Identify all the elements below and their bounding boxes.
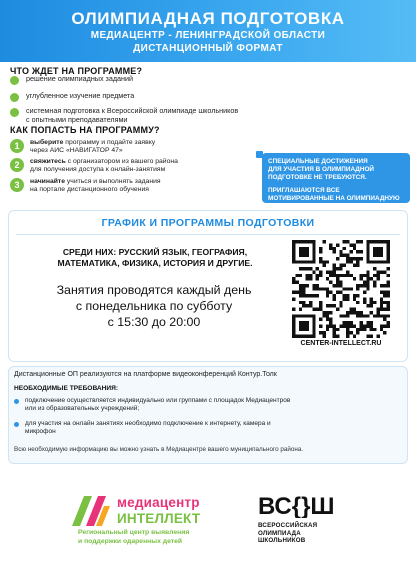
mediacenter-logo-icon [68,490,114,530]
page-title: ОЛИМПИАДНАЯ ПОДГОТОВКА [71,9,345,28]
brand-tagline-2: и поддержки одаренных детей [78,538,183,545]
what-item-2: углубленное изучение предмета [26,91,135,100]
bullet-icon [10,76,19,85]
info-text-2: ПРИГЛАШАЮТСЯ ВСЕ МОТИВИРОВАННЫЕ НА ОЛИМПИАДНУЮ ПОДГОТОВКУ ШКОЛЬНИКИ [268,187,400,210]
what-item-4: с опытными преподавателями [26,115,128,124]
step-3: 3 начинайте учиться и выполнять задания на портале дистанционного обучения [10,178,220,195]
what-heading: ЧТО ЖДЕТ НА ПРОГРАММЕ? [10,66,143,76]
platform-text: Дистанционные ОП реализуются на платформе видеоконференций Контур.Толк [14,371,277,378]
vsosh-logo-text: ВС{}Ш [258,493,335,518]
step-number: 1 [10,139,24,153]
bullet-icon [14,422,19,427]
bullet-icon [14,399,19,404]
brand-tagline-1: Региональный центр выявления [78,529,190,536]
brand-name-line-1: медиацентр [117,495,200,510]
step-verb: начинайте [30,178,66,185]
step-verb: выберите [30,139,64,146]
subjects-text: СРЕДИ НИХ: РУССКИЙ ЯЗЫК, ГЕОГРАФИЯ, МАТЕМАТИКА, ФИЗИКА, ИСТОРИЯ И ДРУГИЕ. [57,247,253,268]
step-number: 3 [10,178,24,192]
list-item: для участия на онлайн занятиях необходимо подключение к интернету, камера и микрофон [14,420,395,436]
list-item: подключение осуществляется индивидуально или группами с площадок Медиацентров или из образовательных учреждений; [14,397,395,413]
what-item-1: решение олимпиадных заданий [26,74,134,83]
header-banner [0,0,416,62]
header-subtitle-2: ДИСТАНЦИОННЫЙ ФОРМАТ [133,43,283,54]
schedule-title: ГРАФИК И ПРОГРАММЫ ПОДГОТОВКИ [101,217,315,229]
bullet-icon [10,108,19,117]
vsosh-logo-icon [256,492,368,518]
vsosh-caption: ВСЕРОССИЙСКАЯ ОЛИМПИАДА ШКОЛЬНИКОВ [258,522,318,544]
brand-name-line-2: ИНТЕЛЛЕКТ [117,511,201,526]
list-item [10,91,134,102]
bullet-icon [10,93,19,102]
qr-url-label[interactable]: CENTER-INTELLECT.RU [300,340,382,347]
schedule-times: Занятия проводятся каждый день с понедельника по субботу с 15:30 до 20:00 [56,283,252,329]
what-item-3: системная подготовка к Всероссийской олимпиаде школьников [26,106,239,115]
info-text-1: СПЕЦИАЛЬНЫЕ ДОСТИЖЕНИЯ ДЛЯ УЧАСТИЯ В ОЛИМПИАДНОЙ ПОДГОТОВКЕ НЕ ТРЕБУЮТСЯ. [268,158,375,181]
step-number: 2 [10,158,24,172]
header-subtitle-1: МЕДИАЦЕНТР - ЛЕНИНГРАДСКОЙ ОБЛАСТИ [90,30,326,41]
info-note: Всю необходимую информацию вы можно узнать в Медиацентре вашего муниципального района. [14,446,304,453]
step-verb: свяжитесь [30,158,66,165]
info-box [262,153,410,210]
qr-code-icon[interactable] [292,240,390,338]
divider [16,234,400,235]
list-item [10,74,133,85]
step-1: 1 выберите программу и подайте заявку через АИС «НАВИГАТОР 47» [10,139,220,156]
step-2: 2 свяжитесь с организатором из вашего района для получения доступа к онлайн-занятиям [10,158,220,175]
requirements-heading: НЕОБХОДИМЫЕ ТРЕБОВАНИЯ: [14,385,119,392]
how-heading: КАК ПОПАСТЬ НА ПРОГРАММУ? [10,125,160,135]
list-item [10,106,238,124]
